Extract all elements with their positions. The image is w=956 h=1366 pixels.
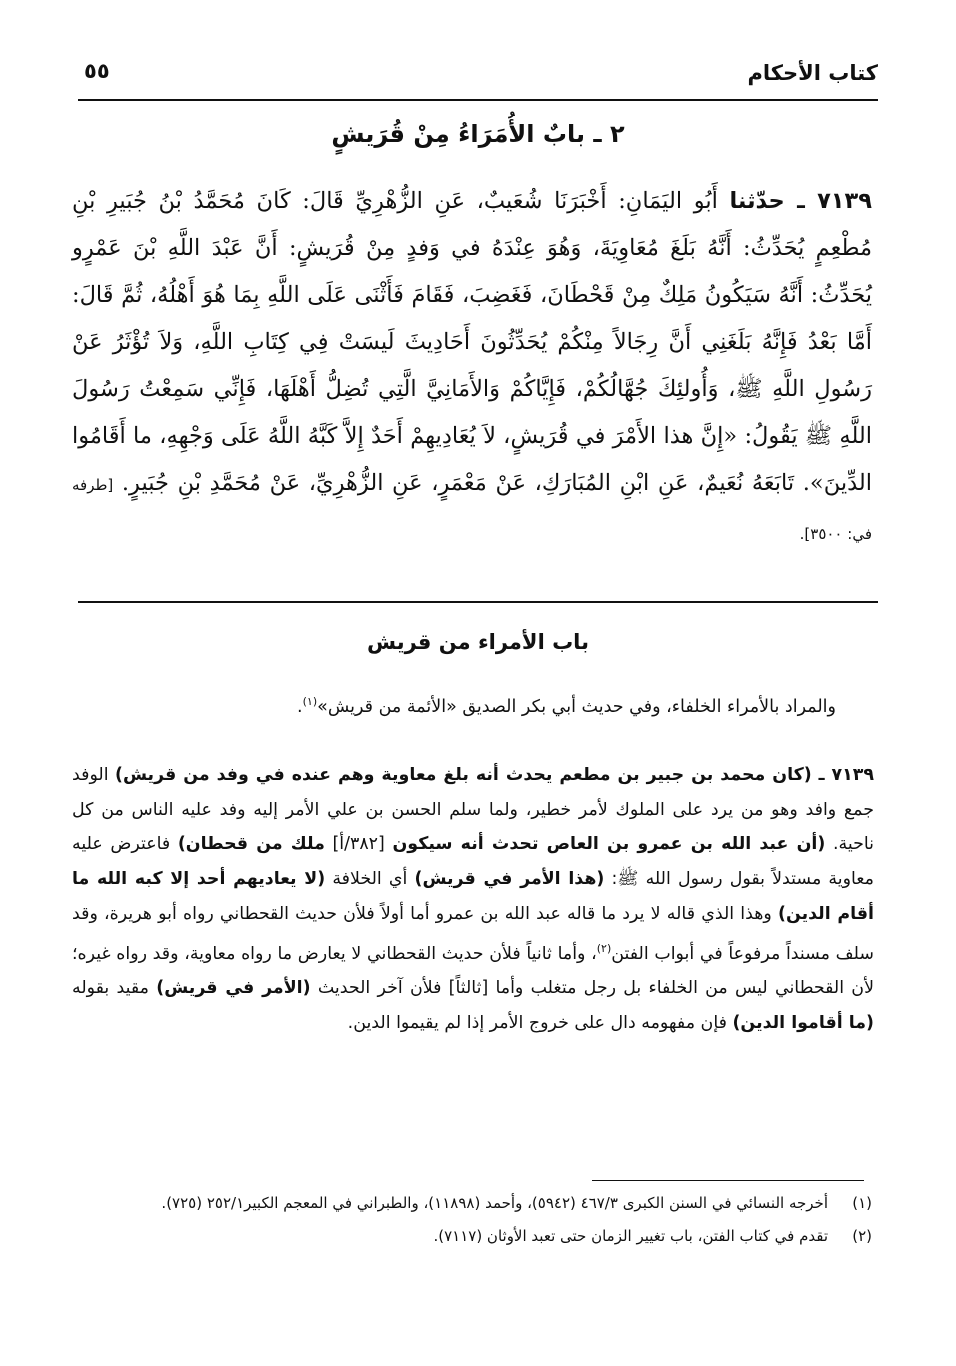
commentary-segment: ، وأما ثانياً فلأن حديث القحطاني لا يعارض ما رواه معاوية، وقد رواه غيره؛ لأن القحطاني ليس من الخلفاء بل رجل متغلب وأما [ثالثاً] فلأن آخر الحديث bbox=[72, 943, 874, 999]
footnote bbox=[78, 1190, 872, 1217]
footnote-number: (١) bbox=[852, 1194, 872, 1212]
commentary-quote: (ما أقاموا الدين) bbox=[732, 1012, 874, 1033]
commentary-segment: مقيد بقوله bbox=[72, 978, 157, 999]
book-title: كتاب الأحكام bbox=[747, 61, 878, 85]
footnote bbox=[78, 1223, 872, 1250]
commentary-text bbox=[72, 758, 874, 1040]
commentary-section-title: باب الأمراء من قريش bbox=[367, 630, 589, 654]
footnote-ref-2: (٢) bbox=[596, 941, 612, 955]
commentary-quote: (الأمر في قريش) bbox=[156, 978, 311, 999]
commentary-quote: (هذا الأمر في قريش) bbox=[414, 869, 605, 890]
commentary-segment: فاعترض عليه معاوية مستدلاً بقول رسول الله ﷺ: bbox=[72, 834, 874, 890]
commentary-quote: (أن عبد الله بن عمرو بن العاص تحدث أنه سيكون bbox=[392, 834, 826, 855]
footnote-text: تقدم في كتاب الفتن، باب تغيير الزمان حتى تعبد الأوثان (٧١١٧). bbox=[433, 1227, 828, 1245]
commentary-hadith-quote: ٧١٣٩ ـ (كان محمد بن جبير بن مطعم يحدث أنه بلغ معاوية وهم عنده في وفد من قريش) bbox=[115, 765, 874, 785]
hadith-text bbox=[72, 178, 872, 558]
footnote-text: أخرجه النسائي في السنن الكبرى ٤٦٧/٣ (٥٩٤٢)، وأحمد (١١٨٩٨)، والطبراني في المعجم الكبير٢٥٢/١ (٧٢٥). bbox=[161, 1194, 828, 1212]
manuscript-folio-ref: [٣٨٢/أ] bbox=[324, 834, 393, 855]
page-number: ٥٥ bbox=[84, 59, 110, 83]
page-header bbox=[78, 55, 878, 95]
intro-text: والمراد بالأمراء الخلفاء، وفي حديث أبي بكر الصديق «الأئمة من قريش» bbox=[317, 696, 836, 717]
commentary-quote: ملك من قحطان) bbox=[177, 834, 325, 855]
commentary-segment: الوفد جمع وافد وهو من يرد على الملوك لأمر خطير، ولما سلم الحسن بن علي الأمر إليه وفد عليه الناس من كل ناحية. bbox=[72, 765, 874, 855]
header-rule bbox=[78, 99, 878, 101]
commentary-intro bbox=[78, 695, 836, 717]
footnotes bbox=[78, 1190, 872, 1256]
chapter-title: ٢ ـ بابٌ الأُمَرَاءُ مِنْ قُرَيشٍ bbox=[331, 120, 625, 148]
commentary-quote: (لا يعاديهم أحد إلا كبه الله ما أقام الدين) bbox=[72, 869, 875, 924]
footnote-rule bbox=[592, 1180, 864, 1181]
hadith-body: أَبُو اليَمَانِ: أَخْبَرَنَا شُعَيبٌ، عَنِ الزُّهْرِيِّ قَالَ: كَانَ مُحَمَّدُ بْنُ جُبَيرِ بْنِ مُطْعِمٍ يُحَدِّثُ: أَنَّهُ بَلَغَ مُعَاوِيَةَ، وَهُوَ عِنْدَهُ في وَفدٍ مِنْ قُرَيشٍ: أَنَّ عَبْدَ اللَّهِ بْنَ عَمْرٍو يُحَدِّثُ: أَنَّهُ سَيَكُونُ مَلِكٌ مِنْ قَحْطَانَ، فَغَضِبَ، فَقَامَ فَأَثْنَى عَلَى اللَّهِ بِمَا هُوَ أَهْلُهُ، ثُمَّ قَالَ: أَمَّا بَعْدُ فَإِنَّهُ بَلَغَنِي أَنَّ رِجَالاً مِنْكُمْ يُحَدِّثُونَ أَحَادِيثَ لَيسَتْ فِي كِتَابِ اللَّهِ، وَلاَ تُؤْثَرُ عَنْ رَسُولِ اللَّهِ ﷺ، وَأُولئِكَ جُهَّالُكُمْ، فَإِيَّاكُمْ وَالأَمَانِيَّ الَّتِي تُضِلُّ أَهْلَهَا، فَإِنِّي سَمِعْتُ رَسُولَ اللَّهِ ﷺ يَقُولُ: «إِنَّ هذا الأَمْرَ في قُرَيشٍ، لاَ يُعَادِيهِمْ أَحَدٌ إِلاَّ كَبَّهُ اللَّهُ عَلَى وَجْهِهِ، ما أَقَامُوا الدِّينَ». تَابَعَهُ نُعَيمٌ، عَنِ ابْنِ المُبَارَكِ، عَنْ مَعْمَرٍ، عَنِ الزُّهْرِيِّ، عَنْ مُحَمَّدِ بْنِ جُبَيرٍ. bbox=[72, 188, 872, 496]
commentary-segment: وهذا الذي قاله لا يرد ما قاله عبد الله بن عمرو أما أولاً فلأن حديث القحطاني رواه أبو هريرة، وقد سلف مسنداً مرفوعاً في أبواب الفتن bbox=[72, 903, 874, 964]
section-divider bbox=[78, 601, 878, 603]
footnote-ref-1: (١) bbox=[302, 695, 318, 708]
intro-end: . bbox=[297, 696, 303, 717]
hadith-number: ٧١٣٩ ـ حدّثنا bbox=[729, 188, 872, 214]
commentary-segment: فإن مفهومه دال على خروج الأمر إذا لم يقيموا الدين. bbox=[347, 1012, 733, 1033]
footnote-number: (٢) bbox=[852, 1227, 872, 1245]
hadith-cross-ref: [طرفه في: ٣٥٠٠]. bbox=[72, 476, 872, 543]
commentary-segment: أي الخلافة bbox=[325, 869, 415, 890]
